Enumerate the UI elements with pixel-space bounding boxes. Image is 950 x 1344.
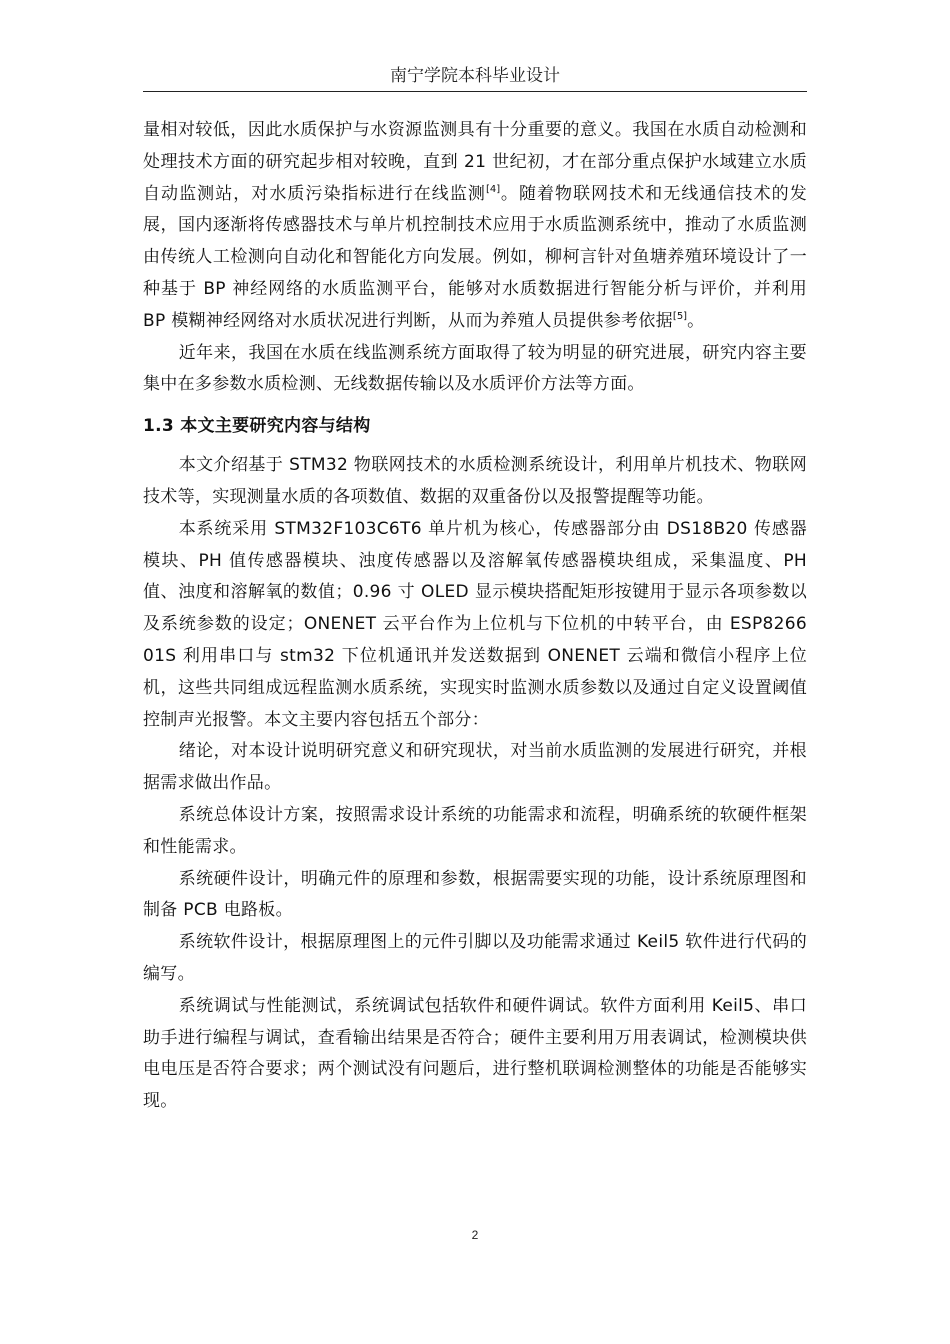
citation-4: [4] [485, 183, 501, 195]
paragraph-text: 量相对较低，因此水质保护与水资源监测具有十分重要的意义。我国在水质自动检测和处理技术方面的研究起步相对较晚，直到 21 世纪初，才在部分重点保护水域建立水质自动监测站，对水质污染指标进行在线监测 [143, 120, 807, 204]
page-number: 2 [471, 1228, 479, 1242]
citation-5: [5] [672, 310, 688, 322]
header-rule [143, 91, 807, 92]
paragraph-intro: 本文介绍基于 STM32 物联网技术的水质检测系统设计，利用单片机技术、物联网技术等，实现测量水质的各项数值、数据的双重备份以及报警提醒等功能。 [143, 455, 807, 507]
paragraph-part-overall-design: 系统总体设计方案，按照需求设计系统的功能需求和流程，明确系统的软硬件框架和性能需求。 [143, 804, 807, 857]
paragraph-part-hardware: 系统硬件设计，明确元件的原理和参数，根据需要实现的功能，设计系统原理图和制备 PCB 电路板。 [143, 868, 807, 921]
paragraph-part-introduction: 绪论，对本设计说明研究意义和研究现状，对当前水质监测的发展进行研究，并根据需求做出作品。 [143, 741, 807, 794]
paragraph-part-software: 系统软件设计，根据原理图上的元件引脚以及功能需求通过 Keil5 软件进行代码的编写。 [143, 932, 807, 984]
paragraph-system-overview: 本系统采用 STM32F103C6T6 单片机为核心，传感器部分由 DS18B20 传感器模块、PH 值传感器模块、浊度传感器以及溶解氧传感器模块组成，采集温度、PH 值、浊度和溶解氧的数值；0.96 寸 OLED 显示模块搭配矩形按键用于显示各项参数以及系统参数的设定；ONENET 云平台作为上位机与下位机的中转平台，由 ESP8266 01S 利用串口与 stm32 下位机通讯并发送数据到 ONENET 云端和微信小程序上位机，这些共同组成远程监测水质系统，实现实时监测水质参数以及通过自定义设置阈值控制声光报警。本文主要内容包括五个部分： [143, 518, 807, 730]
body-text [143, 115, 807, 1118]
paragraph-text: 。随着物联网技术和无线通信技术的发展，国内逐渐将传感器技术与单片机控制技术应用于水质监测系统中，推动了水质监测由传统人工检测向自动化和智能化方向发展。例如，柳柯言针对鱼塘养殖环境设计了一种基于 BP 神经网络的水质监测平台，能够对水质数据进行智能分析与评价，并利用 BP 模糊神经网络对水质状况进行判断，从而为养殖人员提供参考依据 [143, 183, 807, 331]
paragraph-continued [143, 115, 807, 338]
running-header: 南宁学院本科毕业设计 [390, 66, 560, 86]
paragraph-text: 。 [687, 310, 705, 331]
paragraph-part-testing: 系统调试与性能测试，系统调试包括软件和硬件调试。软件方面利用 Keil5、串口助手进行编程与调试，查看输出结果是否符合；硬件主要利用万用表调试，检测模块供电电压是否符合要求；两个测试没有问题后，进行整机联调检测整体的功能是否能够实现。 [143, 995, 807, 1112]
section-heading: 1.3 本文主要研究内容与结构 [143, 416, 371, 437]
paragraph-research-progress: 近年来，我国在水质在线监测系统方面取得了较为明显的研究进展，研究内容主要集中在多参数水质检测、无线数据传输以及水质评价方法等方面。 [143, 342, 807, 395]
